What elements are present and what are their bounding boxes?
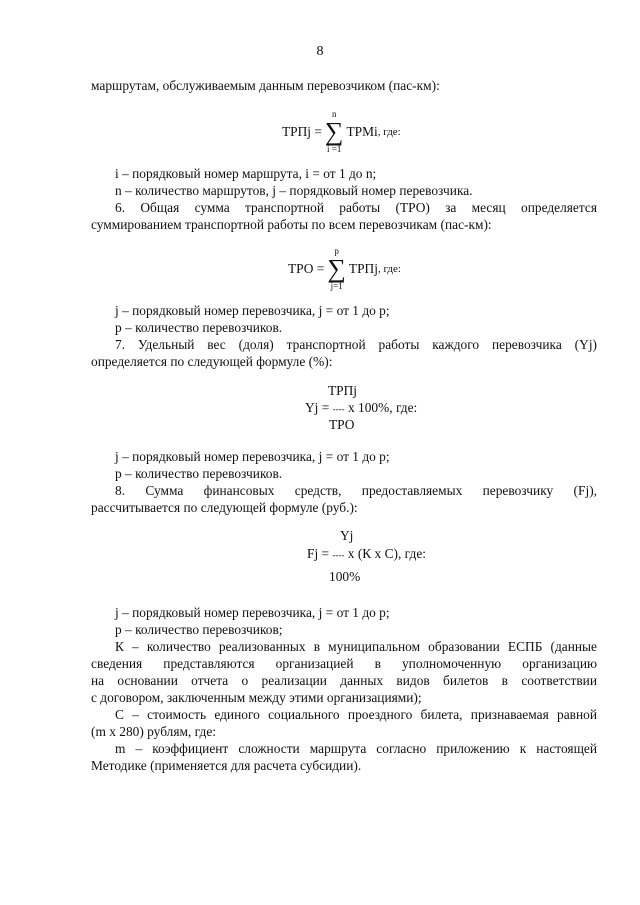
- text-line: p – количество перевозчиков.: [115, 320, 283, 335]
- formula-lhs: Yj =: [305, 400, 333, 415]
- formula-denominator: 100%: [329, 569, 361, 584]
- text-line: p – количество перевозчиков;: [115, 622, 283, 637]
- formula-rhs: x 100%, где:: [344, 400, 418, 415]
- sum-upper-limit: n: [331, 109, 337, 119]
- text-line: С – стоимость единого социального проездного билета, признаваемая равной: [115, 707, 597, 722]
- text-line: К – количество реализованных в муниципальном образовании ЕСПБ (данные: [115, 639, 597, 654]
- formula-rhs: ТРМi: [346, 124, 378, 139]
- text-line: j – порядковый номер перевозчика, j = от 1 до p;: [115, 449, 390, 464]
- formula-ratio-line: [305, 400, 417, 416]
- formula-numerator: ТРПj: [328, 383, 358, 398]
- formula-sum-trpj: [282, 110, 401, 154]
- sum-lower-limit: i =1: [327, 144, 342, 154]
- page-number: 8: [316, 44, 324, 59]
- formula-ratio-line: [307, 546, 426, 562]
- text-line: 8. Сумма финансовых средств, предоставляемых перевозчику (Fj),: [115, 483, 597, 498]
- formula-lhs: ТРПj =: [282, 124, 322, 139]
- text-line: Методике (применяется для расчета субсидии).: [91, 758, 362, 773]
- sum-upper-limit: p: [334, 246, 339, 256]
- formula-rhs: x (К x С), где:: [344, 546, 426, 561]
- text-line: p – количество перевозчиков.: [115, 466, 283, 481]
- sigma-symbol: ∑: [324, 117, 344, 146]
- text-line: j – порядковый номер перевозчика, j = от 1 до p;: [115, 605, 390, 620]
- fraction-dashes: ----: [332, 404, 345, 414]
- text-line: 6. Общая сумма транспортной работы (ТРО) за месяц определяется: [115, 200, 597, 215]
- fraction-dashes: ----: [332, 550, 345, 560]
- formula-sum-tro: [288, 247, 401, 291]
- formula-denominator: ТРО: [329, 417, 355, 432]
- formula-numerator: Yj: [340, 528, 354, 543]
- sum-operator: [325, 110, 344, 154]
- text-line: рассчитывается по следующей формуле (руб.):: [91, 500, 358, 515]
- text-line: i – порядковый номер маршрута, i = от 1 до n;: [115, 166, 377, 181]
- formula-suffix: , где:: [377, 263, 401, 275]
- text-line: j – порядковый номер перевозчика, j = от 1 до p;: [115, 303, 390, 318]
- sum-operator: [327, 247, 346, 291]
- text-line: маршрутам, обслуживаемым данным перевозчиком (пас-км):: [91, 78, 440, 93]
- sum-lower-limit: j=1: [330, 281, 343, 291]
- formula-lhs: Fj =: [307, 546, 333, 561]
- text-line: (m x 280) рублям, где:: [91, 724, 216, 739]
- formula-suffix: , где:: [377, 126, 401, 138]
- formula-rhs: ТРПj: [348, 261, 378, 276]
- text-line: n – количество маршрутов, j – порядковый номер перевозчика.: [115, 183, 473, 198]
- text-line: сведения представляются организацией в уполномоченную организацию: [91, 656, 597, 671]
- text-line: на основании отчета о реализации данных видов билетов в соответствии: [91, 673, 597, 688]
- text-line: с договором, заключенным между этими организациями);: [91, 690, 422, 705]
- text-line: 7. Удельный вес (доля) транспортной работы каждого перевозчика (Yj): [115, 337, 597, 352]
- formula-lhs: ТРО =: [288, 261, 325, 276]
- text-line: m – коэффициент сложности маршрута согласно приложению к настоящей: [115, 741, 597, 756]
- text-line: определяется по следующей формуле (%):: [91, 354, 333, 369]
- sigma-symbol: ∑: [327, 254, 346, 283]
- text-line: суммированием транспортной работы по всем перевозчикам (пас-км):: [91, 217, 492, 232]
